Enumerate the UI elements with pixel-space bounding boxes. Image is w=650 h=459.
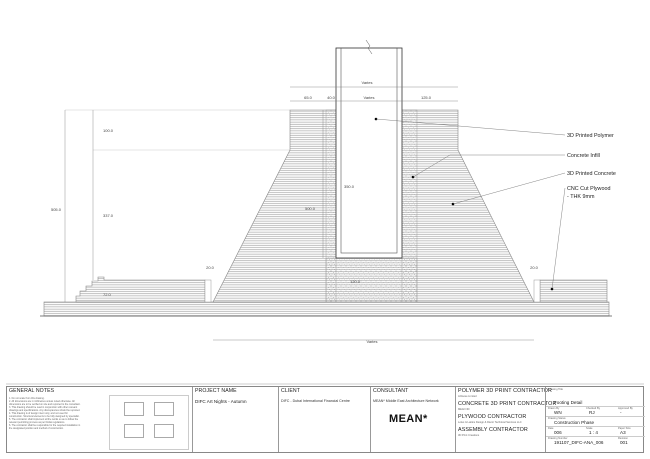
- client-cell: [278, 387, 370, 452]
- drawn-by: WN: [554, 410, 562, 415]
- callout-thk-9mm: - THK 9mm: [567, 194, 595, 200]
- concrete-contractor-name: MEAN 3D: [458, 408, 470, 411]
- scale-label: Scale: [586, 427, 593, 430]
- left-side-block: [76, 277, 205, 302]
- concrete-infill-bottom: [326, 258, 417, 302]
- consultant-heading: CONSULTANT: [373, 388, 409, 394]
- polymer-contractor-heading: POLYMER 3D PRINT CONTRACTOR: [458, 388, 553, 394]
- client-heading: CLIENT: [281, 388, 301, 394]
- dim-inner-350: 350.0: [343, 184, 355, 189]
- callout-concrete-infill: Concrete Infill: [567, 153, 600, 159]
- plywood-contractor-name: Lotus & Lattice Design & Décor Technical Services LLC: [458, 421, 522, 424]
- revision-value: 001: [620, 440, 628, 445]
- assembly-contractor-heading: ASSEMBLY CONTRACTOR: [458, 427, 528, 433]
- note-line: construction. Structural elements to be fully designed by specialist.: [9, 415, 80, 418]
- dim-top-125: 125.0: [420, 95, 432, 100]
- date-value: 006: [554, 430, 562, 435]
- concrete-contractor-heading: CONCRETE 3D PRINT CONTRACTOR: [458, 401, 557, 407]
- general-notes-text: [9, 397, 89, 430]
- consultant-cell: [370, 387, 455, 452]
- drawing-status-label: Drawing Status: [548, 417, 566, 420]
- consultant-logo: MEAN*: [389, 413, 428, 425]
- assembly-contractor-name: 3D Print Creations: [458, 434, 480, 437]
- dim-side-left-20: 20.0: [206, 265, 214, 270]
- paper-size-label: Paper Size: [618, 427, 631, 430]
- right-side-block: [540, 280, 607, 302]
- callout-cnc-cut-plywood: CNC Cut Plywood: [567, 186, 611, 192]
- dim-top-varies-2: Varies: [363, 95, 375, 100]
- drawing-status: Construction Phase: [554, 420, 595, 425]
- dim-left-337: 337.0: [103, 213, 114, 218]
- drawing-title: Footing Detail: [554, 400, 583, 405]
- project-name: DIFC Art Nights - Autumn: [195, 399, 247, 404]
- scale-value: 1 : 4: [589, 430, 598, 435]
- dim-top-varies: Varies: [361, 80, 373, 85]
- drawing-number: 191107_DIFC-ANA_006: [554, 440, 604, 445]
- polymer-contractor-name: Artloose Limited: [458, 395, 477, 398]
- dim-inner-500: 500.0: [304, 206, 316, 211]
- date-label: Date: [548, 427, 554, 430]
- sheet-info-cell: [545, 387, 645, 452]
- dim-inner-120: 120.0: [349, 279, 361, 284]
- general-notes-heading: GENERAL NOTES: [9, 388, 55, 394]
- drawing-number-label: Drawing Number: [548, 437, 568, 440]
- client-name: DIFC - Dubai International Financial Centre: [281, 399, 350, 403]
- dim-left-505: 505.0: [50, 207, 61, 212]
- consultant-name: MEAN* Middle East Architecture Network: [373, 399, 439, 403]
- title-block: [6, 386, 644, 453]
- dim-top-65: 65.0: [304, 95, 312, 100]
- note-line: 2. All dimensions are in millimetres unless noted otherwise. All: [9, 400, 75, 403]
- callout-3d-printed-polymer: 3D Printed Polymer: [567, 133, 614, 139]
- drawing-title-label: Drawing Title: [548, 388, 563, 391]
- note-line: 4. This drawing is of design intent only, and not used for: [9, 412, 68, 415]
- note-line: 1. Do not scale from this drawing.: [9, 397, 45, 400]
- dim-left-100: 100.0: [103, 128, 114, 133]
- checked-by-label: Checked By: [586, 407, 600, 410]
- note-line: 6. The contractor shall be responsible for the required installation in: [9, 424, 81, 427]
- note-line: the designated position and method of construction.: [9, 427, 64, 430]
- callout-3d-printed-concrete: 3D Printed Concrete: [567, 171, 616, 177]
- general-notes-cell: [7, 387, 192, 452]
- project-cell: [192, 387, 278, 452]
- project-heading: PROJECT NAME: [195, 388, 237, 394]
- note-line: relevant permitting process as per Dubai regulations.: [9, 421, 65, 424]
- key-plan: [109, 395, 189, 450]
- note-line: drawings and specifications. Any discrepancies should be reported.: [9, 409, 81, 412]
- dim-bottom-varies: Varies: [366, 339, 378, 344]
- dim-left-72: 72.0: [103, 292, 111, 297]
- checked-by: RJ: [589, 410, 595, 415]
- plywood-contractor-heading: PLYWOOD CONTRACTOR: [458, 414, 527, 420]
- approved-by-label: Approved By: [618, 407, 633, 410]
- note-line: 5. The contractor shall implement all the works so as to follow the: [9, 418, 79, 421]
- approved-by: -: [620, 410, 622, 415]
- dim-top-40: 40.0: [327, 95, 335, 100]
- dim-side-right-20: 20.0: [530, 265, 538, 270]
- note-line: dimensions are to be verified on site and reported to the consultant.: [9, 403, 81, 406]
- revision-label: Revision: [618, 437, 628, 440]
- drawn-by-label: Drawn By: [548, 407, 560, 410]
- base-slab: [44, 302, 609, 316]
- note-line: 3. This drawing should be read in conjunction with other relevant: [9, 406, 78, 409]
- paper-size: A3: [620, 430, 626, 435]
